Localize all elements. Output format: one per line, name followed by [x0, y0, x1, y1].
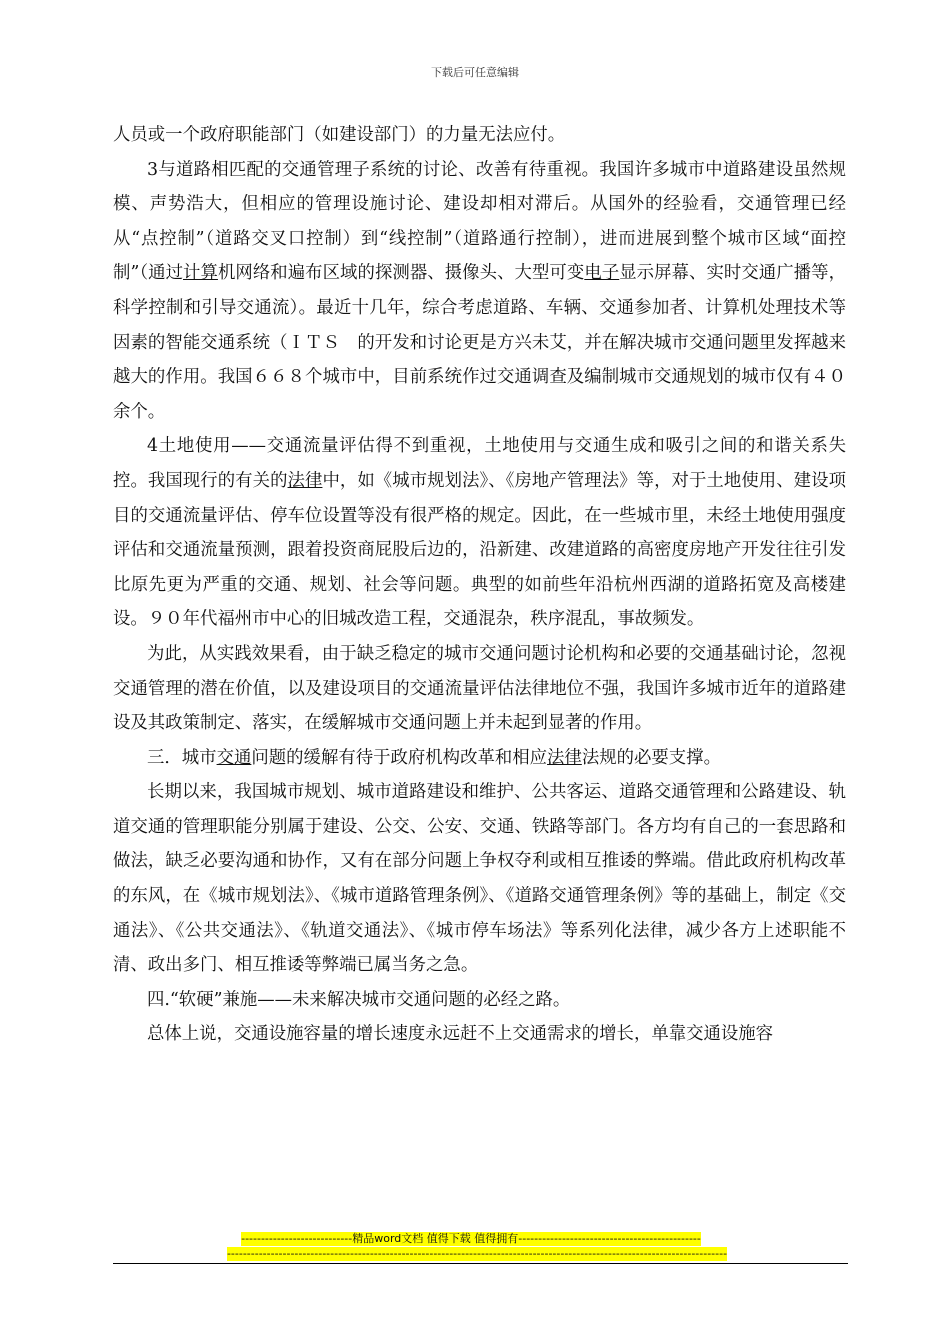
paragraph-text: 人员或一个政府职能部门（如建设部门）的力量无法应付。	[113, 125, 566, 145]
paragraph	[113, 118, 846, 153]
paragraph	[113, 741, 846, 776]
paragraph	[113, 775, 846, 983]
paragraph	[113, 153, 846, 430]
footer-divider	[113, 1263, 848, 1264]
hyperlink-term[interactable]: 电子	[584, 263, 620, 284]
paragraph-text: 机网络和遍布区域的探测器、摄像头、大型可变	[217, 263, 585, 284]
paragraph-text: 总体上说，交通设施容量的增长速度永远赶不上交通需求的增长，单靠交通设施容	[147, 1024, 774, 1045]
paragraph-text: 中，如《城市规划法》、《房地产管理法》等，对于土地使用、建设项目的交通流量评估、停车位设置等没有很严格的规定。因此，在一些城市里，未经土地使用强度评估和交通流量预测，跟着投资商屁股后边的，沿新建、改建道路的高密度房地产开发往往引发比原先更为严重的交通、规划、社会等问题。典型的如前些年沿杭州西湖的道路拓宽及高楼建设。９０年代福州市中心的旧城改造工程，交通混杂，秩序混乱，事故频发。	[113, 470, 846, 630]
document-body	[113, 118, 846, 1052]
paragraph	[113, 983, 846, 1018]
footer-dash-line: ------------------------------------------------------------------------------------------------------------------------------	[226, 1247, 728, 1260]
hyperlink-term[interactable]: 计算	[183, 263, 218, 284]
paragraph-text: 4土地使用——交通流量评估得不到重视，土地使用与交通生成和吸引之间的和谐关系失控。我国现行的有关的	[113, 436, 846, 491]
paragraph-text: 三．城市	[147, 747, 217, 768]
hyperlink-term[interactable]: 法律	[287, 470, 323, 491]
paragraph	[113, 1017, 846, 1052]
paragraph-text: 四.“软硬”兼施——未来解决城市交通问题的必经之路。	[147, 989, 571, 1010]
hyperlink-term[interactable]: 交通	[216, 747, 252, 768]
paragraph-text: 问题的缓解有待于政府机构改革和相应	[251, 747, 548, 768]
hyperlink-term[interactable]: 法律	[547, 747, 582, 768]
paragraph	[113, 429, 846, 637]
page-header: 下载后可任意编辑	[431, 66, 519, 79]
paragraph-text: 为此，从实践效果看，由于缺乏稳定的城市交通问题讨论机构和必要的交通基础讨论，忽视交通管理的潜在价值，以及建设项目的交通流量评估法律地位不强，我国许多城市近年的道路建设及其政策制定、落实，在缓解城市交通问题上并未起到显著的作用。	[113, 643, 846, 734]
page-footer	[0, 1231, 950, 1261]
footer-banner: ----------------------------精品word文档 值得下载 值得拥有----------------------------------------------	[241, 1232, 701, 1245]
paragraph-text: 长期以来，我国城市规划、城市道路建设和维护、公共客运、道路交通管理和公路建设、轨道交通的管理职能分别属于建设、公交、公安、交通、铁路等部门。各方均有自己的一套思路和做法，缺乏必要沟通和协作，又有在部分问题上争权夺利或相互推诿的弊端。借此政府机构改革的东风，在《城市规划法》、《城市道路管理条例》、《道路交通管理条例》等的基础上，制定《交通法》、《公共交通法》、《轨道交通法》、《城市停车场法》等系列化法律，减少各方上述职能不清、政出多门、相互推诿等弊端已属当务之急。	[113, 782, 846, 976]
paragraph-text: 3与道路相匹配的交通管理子系统的讨论、改善有待重视。我国许多城市中道路建设虽然规模、声势浩大，但相应的管理设施讨论、建设却相对滞后。从国外的经验看，交通管理已经从“点控制”（道路交叉口控制）到“线控制”（道路通行控制），进而进展到整个城市区域“面控制”（通过	[113, 159, 846, 284]
paragraph	[113, 637, 846, 741]
paragraph-text: 法规的必要支撑。	[581, 747, 721, 768]
paragraph-text: 显示屏幕、实时交通广播等，科学控制和引导交通流）。最近十几年，综合考虑道路、车辆、交通参加者、计算机处理技术等因素的智能交通系统（ＩＴＳ 的开发和讨论更是方兴未艾，并在解决城市交通问题里发挥越来越大的作用。我国６６８个城市中，目前系统作过交通调查及编制城市交通规划的城市仅有４０余个。	[113, 263, 846, 422]
